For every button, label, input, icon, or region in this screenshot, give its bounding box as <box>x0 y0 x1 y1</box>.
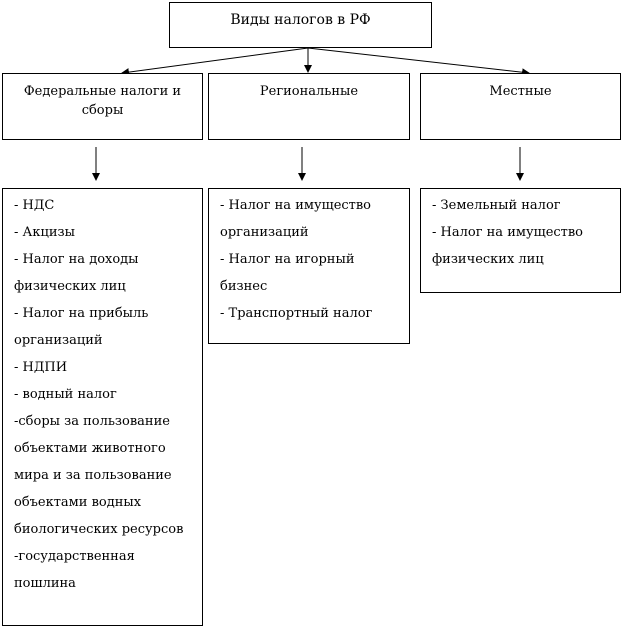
list-item: - Налог на доходы <box>14 252 139 267</box>
list-item: физических лиц <box>432 252 544 267</box>
list-item: объектами водных <box>14 495 142 510</box>
category-regional-box <box>208 73 410 140</box>
regional-taxes-list <box>208 188 410 344</box>
list-item: - Транспортный налог <box>220 306 373 321</box>
arrow-title-to-federal <box>122 48 308 73</box>
list-item: - Налог на игорный <box>220 252 355 267</box>
category-federal-box <box>2 73 203 140</box>
list-item: организаций <box>14 333 103 348</box>
diagram-title: Виды налогов в РФ <box>230 12 371 28</box>
list-item: - водный налог <box>14 387 117 402</box>
category-regional-label: Региональные <box>259 84 359 99</box>
list-item: биологических ресурсов <box>14 522 184 537</box>
category-federal-label-line: сборы <box>81 103 124 118</box>
arrow-title-to-local <box>308 48 529 73</box>
category-local-label: Местные <box>489 84 552 99</box>
list-item: - Земельный налог <box>432 198 561 213</box>
list-item: объектами животного <box>14 441 166 456</box>
list-item: - Налог на имущество <box>220 198 372 213</box>
list-item: мира и за пользование <box>14 468 172 483</box>
federal-taxes-list <box>2 188 203 626</box>
category-federal-label-line: Федеральные налоги и <box>23 84 182 99</box>
list-item: - НДС <box>14 198 55 213</box>
list-item: - Налог на прибыль <box>14 306 149 321</box>
diagram-title-box <box>169 2 432 48</box>
list-item: -сборы за пользование <box>14 414 170 429</box>
list-item: - Налог на имущество <box>432 225 584 240</box>
category-local-box <box>420 73 621 140</box>
local-taxes-list <box>420 188 621 293</box>
list-item: бизнес <box>220 279 268 294</box>
list-item: пошлина <box>14 576 76 591</box>
list-item: организаций <box>220 225 309 240</box>
list-item: - Акцизы <box>14 225 75 240</box>
list-item: физических лиц <box>14 279 126 294</box>
list-item: -государственная <box>14 549 135 564</box>
list-item: - НДПИ <box>14 360 68 375</box>
